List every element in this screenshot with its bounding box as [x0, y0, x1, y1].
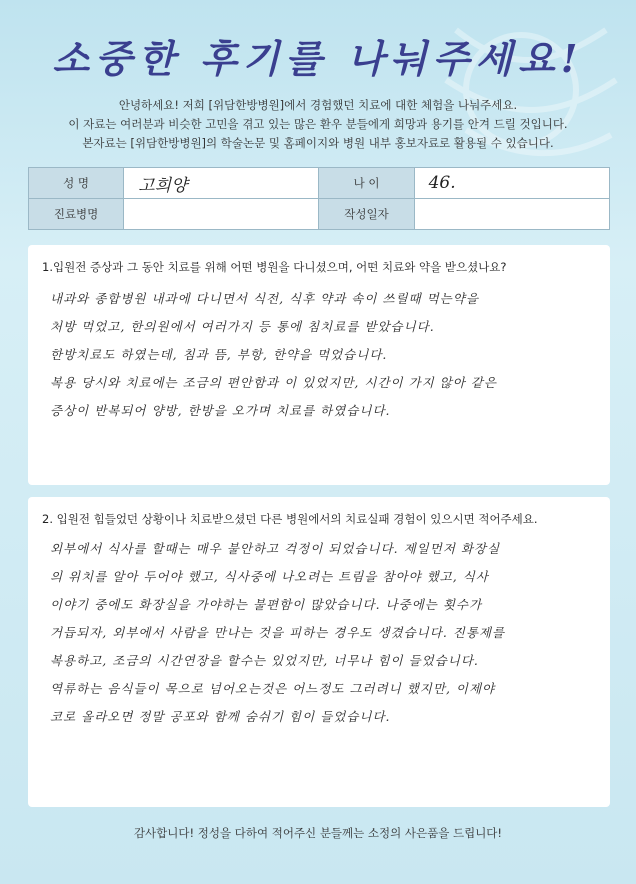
age-field[interactable]: [414, 168, 609, 199]
answer-line: 복용 당시와 치료에는 조금의 편안함과 이 있었지만, 시간이 가지 않아 같은: [50, 375, 497, 390]
answer-line: 복용하고, 조금의 시간연장을 할수는 있었지만, 너무나 힘이 들었습니다.: [50, 653, 479, 668]
age-label: 나 이: [319, 168, 414, 199]
question-2-panel: [28, 497, 610, 807]
age-value: 46.: [428, 173, 456, 193]
answer-line: 거듭되자, 외부에서 사람을 만나는 것을 피하는 경우도 생겼습니다. 진통제를: [50, 625, 506, 640]
name-label: 성 명: [29, 168, 124, 199]
answer-line: 코로 올라오면 정말 공포와 함께 숨쉬기 힘이 들었습니다.: [50, 709, 391, 724]
question-2-text: 2. 입원전 힘들었던 상황이나 치료받으셨던 다른 병원에서의 치료실패 경험이 있으시면 적어주세요.: [42, 512, 538, 526]
name-value: 고희양: [138, 175, 188, 196]
intro-line: 안녕하세요! 저희 [위담한방병원]에서 경험했던 치료에 대한 체험을 나눠주세요.: [118, 98, 518, 112]
dept-value: [124, 204, 138, 224]
intro-line: 이 자료는 여러분과 비슷한 고민을 겪고 있는 많은 환우 분들에게 희망과 용기를 안겨 드릴 것입니다.: [68, 117, 568, 131]
answer-line: 역류하는 음식들이 목으로 넘어오는것은 어느정도 그러려니 했지만, 이제야: [50, 681, 496, 696]
page-title: 소중한 후기를 나눠주세요!: [52, 36, 584, 81]
answer-line: 한방치료도 하였는데, 침과 뜸, 부항, 한약을 먹었습니다.: [50, 347, 388, 362]
dept-field[interactable]: [124, 199, 319, 230]
answer-line: 처방 먹었고, 한의원에서 여러가지 등 통에 침치료를 받았습니다.: [50, 319, 435, 334]
answer-line: 이야기 중에도 화장실을 가야하는 불편함이 많았습니다. 나중에는 횟수가: [50, 597, 483, 612]
date-field[interactable]: [414, 199, 609, 230]
date-label: 작성일자: [319, 199, 414, 230]
answer-line: 외부에서 식사를 할때는 매우 불안하고 걱정이 되었습니다. 제일먼저 화장실: [50, 541, 501, 556]
date-value: [415, 204, 429, 224]
intro-text: [20, 96, 616, 153]
question-1-text: 1.입원전 증상과 그 동안 치료를 위해 어떤 병원을 다니셨으며, 어떤 치료와 약을 받으셨나요?: [42, 260, 507, 274]
intro-line: 본자료는 [위담한방병원]의 학술논문 및 홈페이지와 병원 내부 홍보자료로 활용될 수 있습니다.: [82, 136, 554, 150]
name-field[interactable]: [124, 168, 319, 199]
answer-line: 증상이 반복되어 양방, 한방을 오가며 치료를 하였습니다.: [50, 403, 391, 418]
answer-line: 내과와 종합병원 내과에 다니면서 식전, 식후 약과 속이 쓰릴때 먹는약을: [50, 291, 479, 306]
footer-text: 감사합니다! 정성을 다하여 적어주신 분들께는 소정의 사은품을 드립니다!: [133, 826, 503, 840]
dept-label: 진료병명: [29, 199, 124, 230]
info-table: [28, 167, 610, 230]
question-1-panel: [28, 245, 610, 485]
answer-line: 의 위치를 알아 두어야 했고, 식사중에 나오려는 트림을 참아야 했고, 식사: [50, 569, 489, 584]
